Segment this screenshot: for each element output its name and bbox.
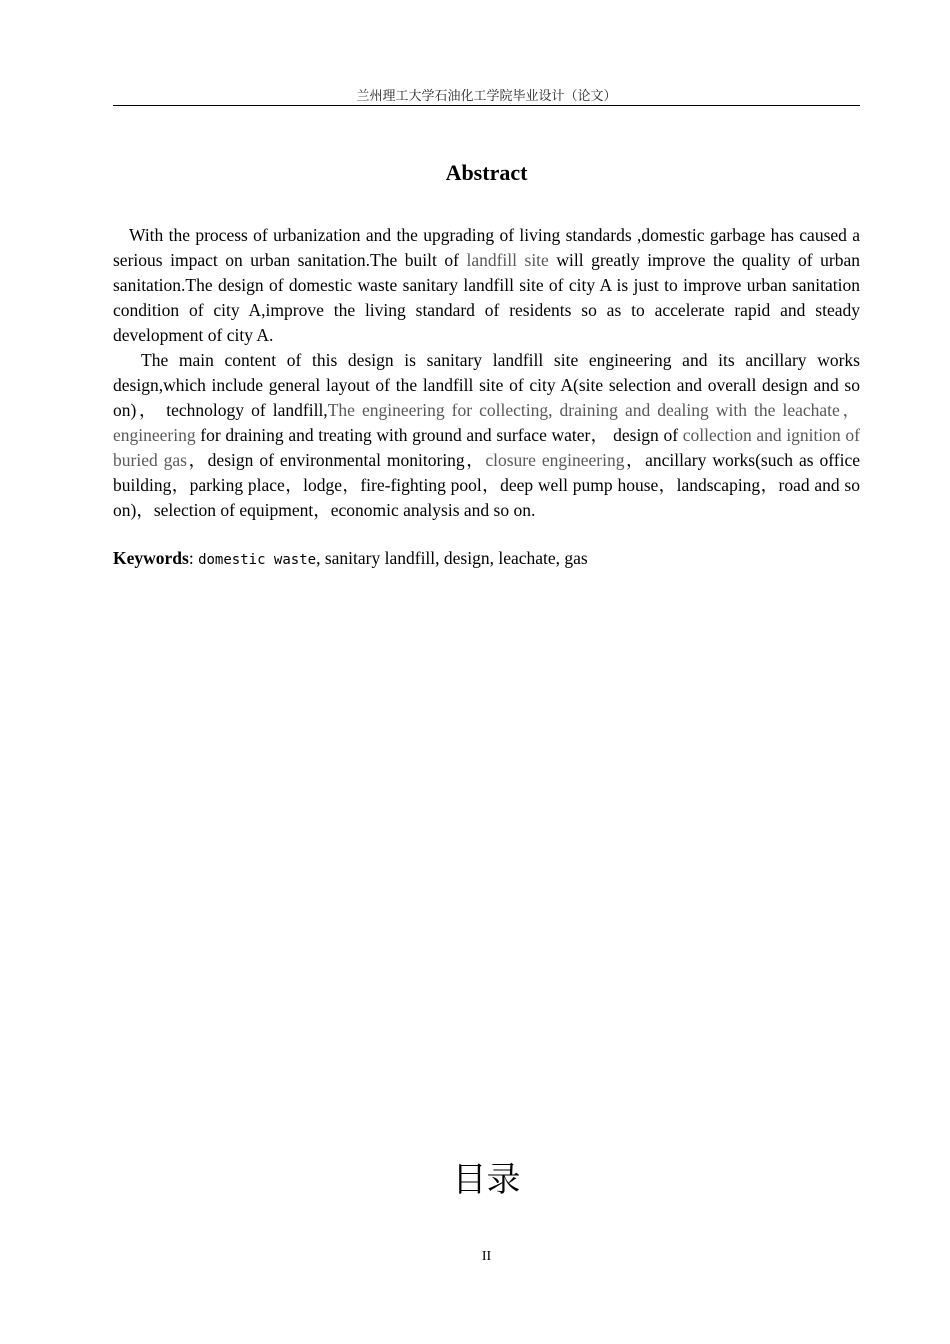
- page-number: II: [481, 1249, 492, 1264]
- abstract-paragraph-1-run: landfill site: [466, 250, 549, 270]
- abstract-paragraph-1-run: will greatly improve the quality of urban sanitation.The design of domestic waste sanitary landfill site of city A is just to improve urban sanitation condition of city A,improve the living standard of residents so as to accelerate rapid and steady development of city A.: [113, 250, 860, 345]
- keywords-rest: , sanitary landfill, design, leachate, gas: [316, 548, 588, 568]
- abstract-paragraph-2-run: The engineering for collecting, draining and dealing with the leachate， engineering: [113, 400, 860, 445]
- abstract-paragraph-2-run: for draining and treating with ground and surface water， design of: [195, 425, 683, 445]
- abstract-paragraph-2-run: ，design of environmental monitoring，: [187, 450, 486, 470]
- abstract-paragraph-2: [113, 348, 860, 523]
- toc-title: 目录: [452, 1160, 521, 1200]
- abstract-paragraph-1: [113, 223, 860, 348]
- abstract-paragraph-1-run: With the process of urbanization and the upgrading of living standards ,domestic garbage has caused a serious impact on urban sanitation.The built of: [113, 225, 860, 270]
- abstract-paragraph-2-run: collection and ignition of buried gas: [113, 425, 861, 470]
- abstract-body: [113, 223, 860, 523]
- abstract-paragraph-2-run: closure engineering: [485, 450, 625, 470]
- abstract-title: Abstract: [445, 160, 528, 185]
- abstract-paragraph-2-run: ，ancillary works(such as office building，parking place，lodge，fire-fighting pool，deep well pump house，landscaping，road and so on)，selection of equipment，economic analysis and so on.: [113, 450, 860, 520]
- running-header: 兰州理工大学石油化工学院毕业设计（论文）: [356, 89, 617, 104]
- header-divider: [113, 105, 860, 106]
- keywords-line: [113, 546, 860, 573]
- abstract-paragraph-2-run: The main content of this design is sanitary landfill site engineering and its ancillary works design,which include general layout of the landfill site of city A(site selection and overall design and so on)， technology of landfill,: [113, 350, 860, 420]
- keywords-label: Keywords: [113, 548, 189, 568]
- keyword-domestic-waste: domestic waste: [198, 552, 317, 568]
- keywords-separator: :: [188, 548, 199, 568]
